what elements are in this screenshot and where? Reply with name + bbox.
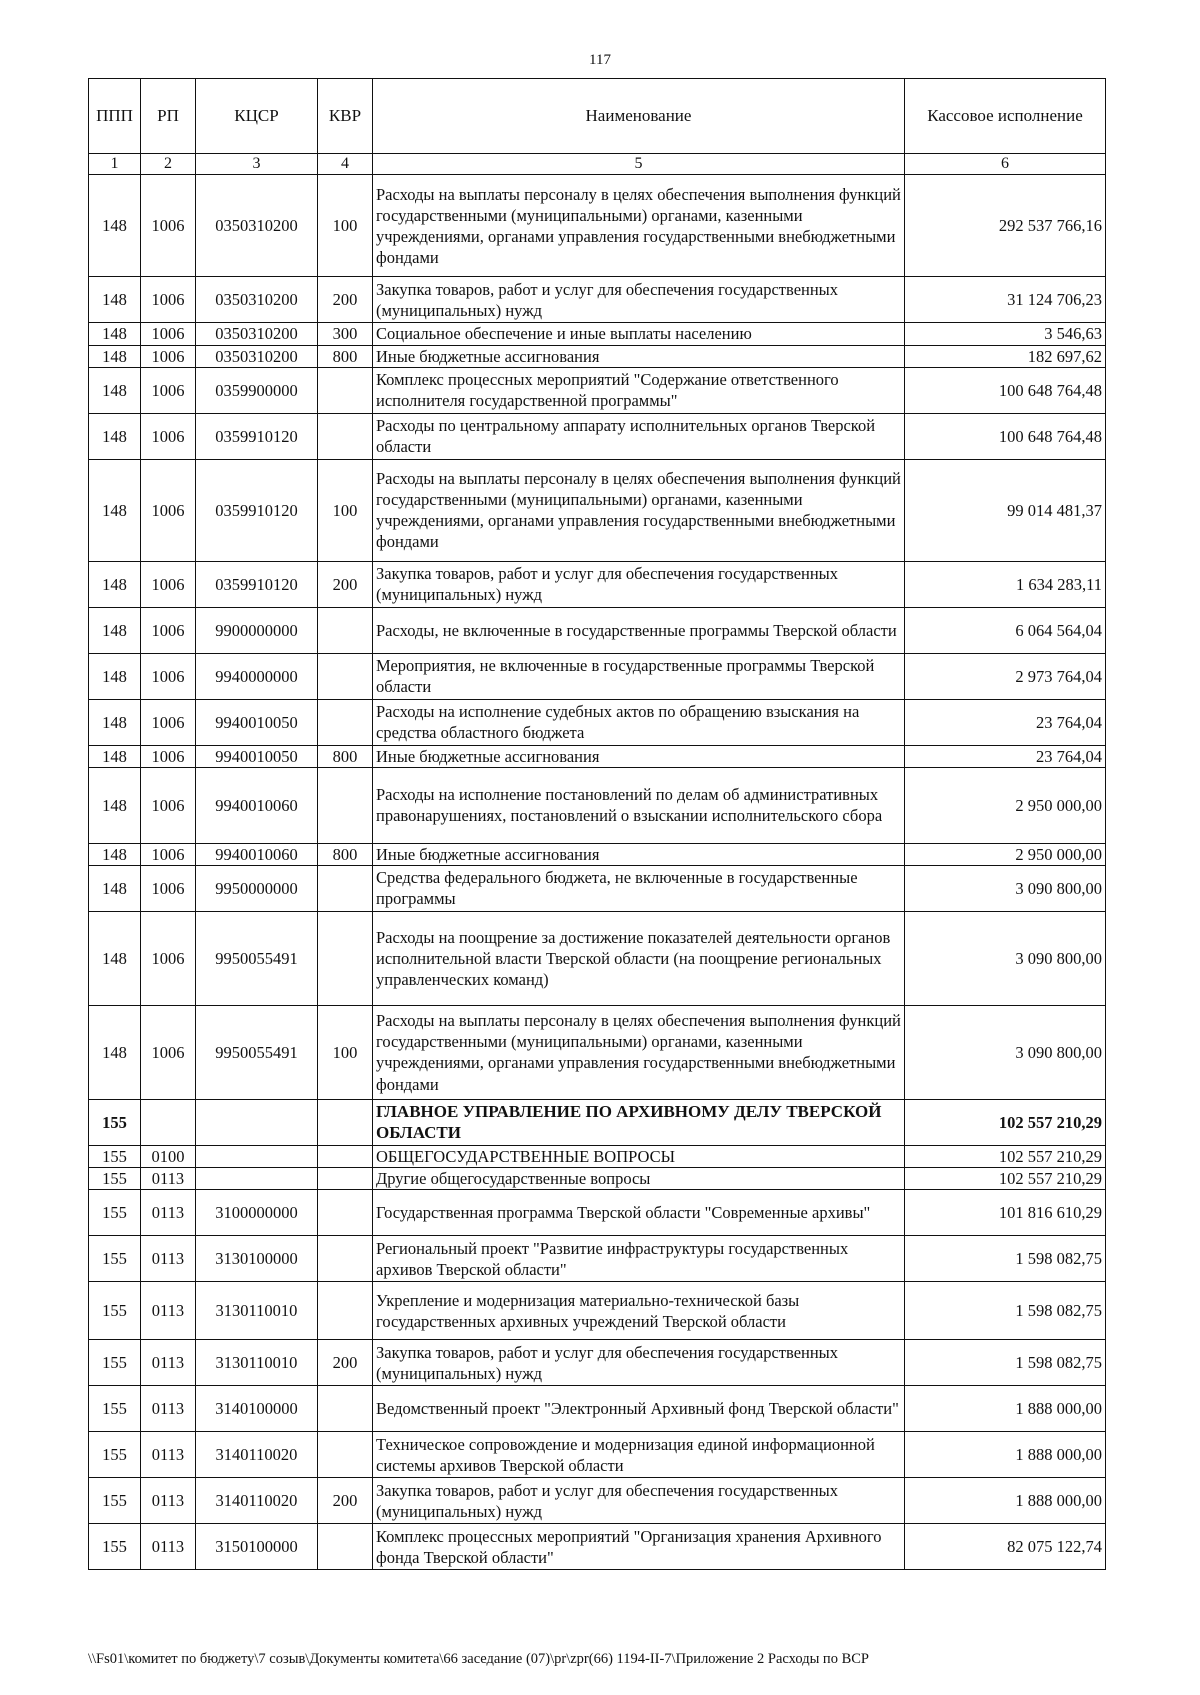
cell-kcsr: 0359910120	[196, 561, 318, 607]
table-row	[89, 1432, 1106, 1478]
table-row	[89, 1005, 1106, 1099]
cell-ppp: 155	[89, 1386, 141, 1432]
cell-kvr	[318, 865, 373, 911]
cell-ppp: 155	[89, 1282, 141, 1340]
table-row	[89, 175, 1106, 277]
cell-rp: 0113	[141, 1524, 196, 1570]
header-kcsr: КЦСР	[196, 79, 318, 154]
column-number: 1	[89, 154, 141, 175]
cell-name: Средства федерального бюджета, не включенные в государственные программы	[373, 865, 905, 911]
cell-name: Закупка товаров, работ и услуг для обеспечения государственных (муниципальных) нужд	[373, 277, 905, 323]
cell-kcsr: 9940010060	[196, 767, 318, 843]
cell-kvr: 200	[318, 1478, 373, 1524]
cell-rp: 0113	[141, 1432, 196, 1478]
cell-amount: 2 950 000,00	[905, 843, 1106, 865]
cell-kvr	[318, 911, 373, 1005]
table-row	[89, 653, 1106, 699]
cell-kvr	[318, 653, 373, 699]
cell-kcsr: 9940010050	[196, 699, 318, 745]
cell-name: Ведомственный проект "Электронный Архивный фонд Тверской области"	[373, 1386, 905, 1432]
cell-ppp: 148	[89, 865, 141, 911]
cell-ppp: 148	[89, 277, 141, 323]
cell-kcsr: 0359900000	[196, 367, 318, 413]
cell-ppp: 148	[89, 175, 141, 277]
cell-amount: 1 634 283,11	[905, 561, 1106, 607]
cell-kvr: 200	[318, 1340, 373, 1386]
cell-kcsr: 9940010050	[196, 745, 318, 767]
cell-kvr: 800	[318, 345, 373, 367]
cell-name: Комплекс процессных мероприятий "Организация хранения Архивного фонда Тверской области"	[373, 1524, 905, 1570]
cell-ppp: 155	[89, 1236, 141, 1282]
cell-ppp: 148	[89, 745, 141, 767]
cell-amount: 1 598 082,75	[905, 1282, 1106, 1340]
cell-rp: 1006	[141, 367, 196, 413]
cell-amount: 102 557 210,29	[905, 1099, 1106, 1145]
cell-ppp: 148	[89, 561, 141, 607]
cell-ppp: 155	[89, 1145, 141, 1167]
cell-name: ГЛАВНОЕ УПРАВЛЕНИЕ ПО АРХИВНОМУ ДЕЛУ ТВЕРСКОЙ ОБЛАСТИ	[373, 1099, 905, 1145]
cell-ppp: 155	[89, 1524, 141, 1570]
cell-kvr: 100	[318, 175, 373, 277]
cell-kcsr	[196, 1168, 318, 1190]
cell-amount: 100 648 764,48	[905, 367, 1106, 413]
table-row	[89, 1524, 1106, 1570]
cell-kvr	[318, 1386, 373, 1432]
cell-amount: 1 598 082,75	[905, 1236, 1106, 1282]
cell-kvr: 800	[318, 843, 373, 865]
header-rp: РП	[141, 79, 196, 154]
cell-rp: 0113	[141, 1190, 196, 1236]
table-row	[89, 911, 1106, 1005]
cell-kcsr: 3140110020	[196, 1478, 318, 1524]
cell-kvr: 100	[318, 459, 373, 561]
cell-ppp: 148	[89, 413, 141, 459]
cell-amount: 102 557 210,29	[905, 1145, 1106, 1167]
cell-rp: 1006	[141, 323, 196, 345]
table-row	[89, 561, 1106, 607]
cell-kvr	[318, 1282, 373, 1340]
cell-name: Расходы на исполнение постановлений по делам об административных правонарушениях, постановлений о взыскании исполнительского сбора	[373, 767, 905, 843]
table-row	[89, 607, 1106, 653]
cell-name: Расходы на поощрение за достижение показателей деятельности органов исполнительной власти Тверской области (на поощрение региональных управленческих команд)	[373, 911, 905, 1005]
cell-name: Расходы на исполнение судебных актов по обращению взыскания на средства областного бюджета	[373, 699, 905, 745]
header-kvr: КВР	[318, 79, 373, 154]
cell-kcsr	[196, 1145, 318, 1167]
cell-ppp: 148	[89, 459, 141, 561]
cell-amount: 2 973 764,04	[905, 653, 1106, 699]
cell-rp	[141, 1099, 196, 1145]
table-row	[89, 413, 1106, 459]
cell-name: Иные бюджетные ассигнования	[373, 843, 905, 865]
table-row	[89, 1145, 1106, 1167]
cell-kcsr: 3140110020	[196, 1432, 318, 1478]
cell-name: ОБЩЕГОСУДАРСТВЕННЫЕ ВОПРОСЫ	[373, 1145, 905, 1167]
cell-kcsr: 3130110010	[196, 1282, 318, 1340]
table-row	[89, 367, 1106, 413]
cell-name: Закупка товаров, работ и услуг для обеспечения государственных (муниципальных) нужд	[373, 1478, 905, 1524]
cell-rp: 1006	[141, 561, 196, 607]
cell-amount: 101 816 610,29	[905, 1190, 1106, 1236]
table-row	[89, 323, 1106, 345]
cell-rp: 1006	[141, 745, 196, 767]
cell-name: Региональный проект "Развитие инфраструктуры государственных архивов Тверской области"	[373, 1236, 905, 1282]
cell-kcsr: 9900000000	[196, 607, 318, 653]
table-row	[89, 699, 1106, 745]
table-row	[89, 1386, 1106, 1432]
cell-amount: 1 888 000,00	[905, 1432, 1106, 1478]
cell-ppp: 148	[89, 367, 141, 413]
cell-name: Другие общегосударственные вопросы	[373, 1168, 905, 1190]
cell-ppp: 155	[89, 1478, 141, 1524]
cell-name: Иные бюджетные ассигнования	[373, 745, 905, 767]
cell-rp: 1006	[141, 277, 196, 323]
cell-kvr	[318, 767, 373, 843]
cell-rp: 1006	[141, 345, 196, 367]
cell-ppp: 148	[89, 843, 141, 865]
cell-ppp: 148	[89, 607, 141, 653]
cell-kcsr: 3100000000	[196, 1190, 318, 1236]
table-row	[89, 745, 1106, 767]
cell-amount: 292 537 766,16	[905, 175, 1106, 277]
cell-amount: 182 697,62	[905, 345, 1106, 367]
table-header-row	[89, 79, 1106, 154]
cell-name: Расходы по центральному аппарату исполнительных органов Тверской области	[373, 413, 905, 459]
cell-amount: 3 090 800,00	[905, 865, 1106, 911]
table-row	[89, 767, 1106, 843]
cell-amount: 23 764,04	[905, 699, 1106, 745]
cell-ppp: 148	[89, 323, 141, 345]
header-ppp: ППП	[89, 79, 141, 154]
cell-kvr	[318, 413, 373, 459]
table-row	[89, 843, 1106, 865]
table-row	[89, 865, 1106, 911]
cell-amount: 3 546,63	[905, 323, 1106, 345]
cell-kvr	[318, 1145, 373, 1167]
cell-kcsr: 9950055491	[196, 1005, 318, 1099]
cell-ppp: 155	[89, 1099, 141, 1145]
cell-ppp: 155	[89, 1190, 141, 1236]
cell-amount: 1 888 000,00	[905, 1478, 1106, 1524]
cell-kcsr: 0359910120	[196, 459, 318, 561]
cell-ppp: 155	[89, 1432, 141, 1478]
cell-rp: 1006	[141, 911, 196, 1005]
cell-name: Социальное обеспечение и иные выплаты населению	[373, 323, 905, 345]
cell-name: Расходы на выплаты персоналу в целях обеспечения выполнения функций государственными (муниципальными) органами, казенными учреждениями, органами управления государственными внебюджетными фондами	[373, 175, 905, 277]
table-row	[89, 1099, 1106, 1145]
cell-rp: 1006	[141, 607, 196, 653]
cell-kcsr: 0359910120	[196, 413, 318, 459]
cell-kcsr: 0350310200	[196, 345, 318, 367]
cell-ppp: 148	[89, 767, 141, 843]
table-row	[89, 1478, 1106, 1524]
table-row	[89, 459, 1106, 561]
cell-rp: 0100	[141, 1145, 196, 1167]
table-row	[89, 1190, 1106, 1236]
table-row	[89, 277, 1106, 323]
cell-kvr: 200	[318, 277, 373, 323]
cell-rp: 0113	[141, 1340, 196, 1386]
cell-kvr	[318, 607, 373, 653]
cell-name: Расходы, не включенные в государственные программы Тверской области	[373, 607, 905, 653]
cell-rp: 1006	[141, 767, 196, 843]
cell-kvr	[318, 1236, 373, 1282]
cell-kvr	[318, 1432, 373, 1478]
cell-amount: 99 014 481,37	[905, 459, 1106, 561]
cell-name: Государственная программа Тверской области "Современные архивы"	[373, 1190, 905, 1236]
cell-rp: 1006	[141, 1005, 196, 1099]
cell-kvr	[318, 1190, 373, 1236]
table-row	[89, 1282, 1106, 1340]
cell-kcsr: 9940010060	[196, 843, 318, 865]
cell-kvr: 800	[318, 745, 373, 767]
cell-name: Иные бюджетные ассигнования	[373, 345, 905, 367]
cell-rp: 0113	[141, 1236, 196, 1282]
cell-ppp: 148	[89, 911, 141, 1005]
cell-kvr: 200	[318, 561, 373, 607]
cell-kvr	[318, 1168, 373, 1190]
cell-amount: 1 888 000,00	[905, 1386, 1106, 1432]
cell-kcsr: 3130100000	[196, 1236, 318, 1282]
column-number: 4	[318, 154, 373, 175]
table-row	[89, 1168, 1106, 1190]
cell-kcsr: 9950000000	[196, 865, 318, 911]
cell-kvr	[318, 699, 373, 745]
cell-rp: 0113	[141, 1168, 196, 1190]
cell-rp: 1006	[141, 699, 196, 745]
cell-ppp: 148	[89, 345, 141, 367]
header-name: Наименование	[373, 79, 905, 154]
cell-rp: 0113	[141, 1386, 196, 1432]
cell-kcsr: 0350310200	[196, 323, 318, 345]
column-number-row	[89, 154, 1106, 175]
cell-ppp: 155	[89, 1168, 141, 1190]
cell-kvr	[318, 1099, 373, 1145]
table-row	[89, 345, 1106, 367]
cell-kvr	[318, 367, 373, 413]
cell-kcsr: 3150100000	[196, 1524, 318, 1570]
cell-kcsr	[196, 1099, 318, 1145]
cell-ppp: 148	[89, 699, 141, 745]
cell-kcsr: 3140100000	[196, 1386, 318, 1432]
cell-rp: 1006	[141, 175, 196, 277]
cell-kcsr: 3130110010	[196, 1340, 318, 1386]
cell-amount: 6 064 564,04	[905, 607, 1106, 653]
cell-name: Закупка товаров, работ и услуг для обеспечения государственных (муниципальных) нужд	[373, 561, 905, 607]
cell-name: Расходы на выплаты персоналу в целях обеспечения выполнения функций государственными (муниципальными) органами, казенными учреждениями, органами управления государственными внебюджетными фондами	[373, 459, 905, 561]
column-number: 2	[141, 154, 196, 175]
cell-kcsr: 0350310200	[196, 277, 318, 323]
header-amount: Кассовое исполнение	[905, 79, 1106, 154]
cell-kvr	[318, 1524, 373, 1570]
cell-amount: 3 090 800,00	[905, 1005, 1106, 1099]
column-number: 5	[373, 154, 905, 175]
cell-name: Укрепление и модернизация материально-технической базы государственных архивных учреждений Тверской области	[373, 1282, 905, 1340]
cell-kcsr: 9950055491	[196, 911, 318, 1005]
cell-rp: 0113	[141, 1282, 196, 1340]
cell-ppp: 148	[89, 653, 141, 699]
cell-amount: 100 648 764,48	[905, 413, 1106, 459]
table-row	[89, 1236, 1106, 1282]
cell-kcsr: 9940000000	[196, 653, 318, 699]
cell-name: Техническое сопровождение и модернизация единой информационной системы архивов Тверской области	[373, 1432, 905, 1478]
cell-rp: 1006	[141, 865, 196, 911]
table-row	[89, 1340, 1106, 1386]
cell-name: Закупка товаров, работ и услуг для обеспечения государственных (муниципальных) нужд	[373, 1340, 905, 1386]
cell-rp: 1006	[141, 413, 196, 459]
page-number: 117	[589, 52, 611, 68]
cell-rp: 1006	[141, 843, 196, 865]
budget-table	[88, 78, 1106, 1570]
cell-name: Мероприятия, не включенные в государственные программы Тверской области	[373, 653, 905, 699]
cell-amount: 2 950 000,00	[905, 767, 1106, 843]
cell-amount: 102 557 210,29	[905, 1168, 1106, 1190]
cell-rp: 0113	[141, 1478, 196, 1524]
column-number: 6	[905, 154, 1106, 175]
cell-amount: 23 764,04	[905, 745, 1106, 767]
cell-rp: 1006	[141, 653, 196, 699]
footer-file-path: \\Fs01\комитет по бюджету\7 созыв\Документы комитета\66 заседание (07)\pr\zpr(66) 1194-II-7\Приложение 2 Расходы по ВСР	[88, 1651, 869, 1667]
cell-ppp: 148	[89, 1005, 141, 1099]
cell-ppp: 155	[89, 1340, 141, 1386]
cell-amount: 1 598 082,75	[905, 1340, 1106, 1386]
cell-kvr: 100	[318, 1005, 373, 1099]
cell-amount: 82 075 122,74	[905, 1524, 1106, 1570]
cell-kcsr: 0350310200	[196, 175, 318, 277]
cell-rp: 1006	[141, 459, 196, 561]
cell-kvr: 300	[318, 323, 373, 345]
cell-name: Комплекс процессных мероприятий "Содержание ответственного исполнителя государственной программы"	[373, 367, 905, 413]
cell-amount: 3 090 800,00	[905, 911, 1106, 1005]
cell-amount: 31 124 706,23	[905, 277, 1106, 323]
cell-name: Расходы на выплаты персоналу в целях обеспечения выполнения функций государственными (муниципальными) органами, казенными учреждениями, органами управления государственными внебюджетными фондами	[373, 1005, 905, 1099]
column-number: 3	[196, 154, 318, 175]
